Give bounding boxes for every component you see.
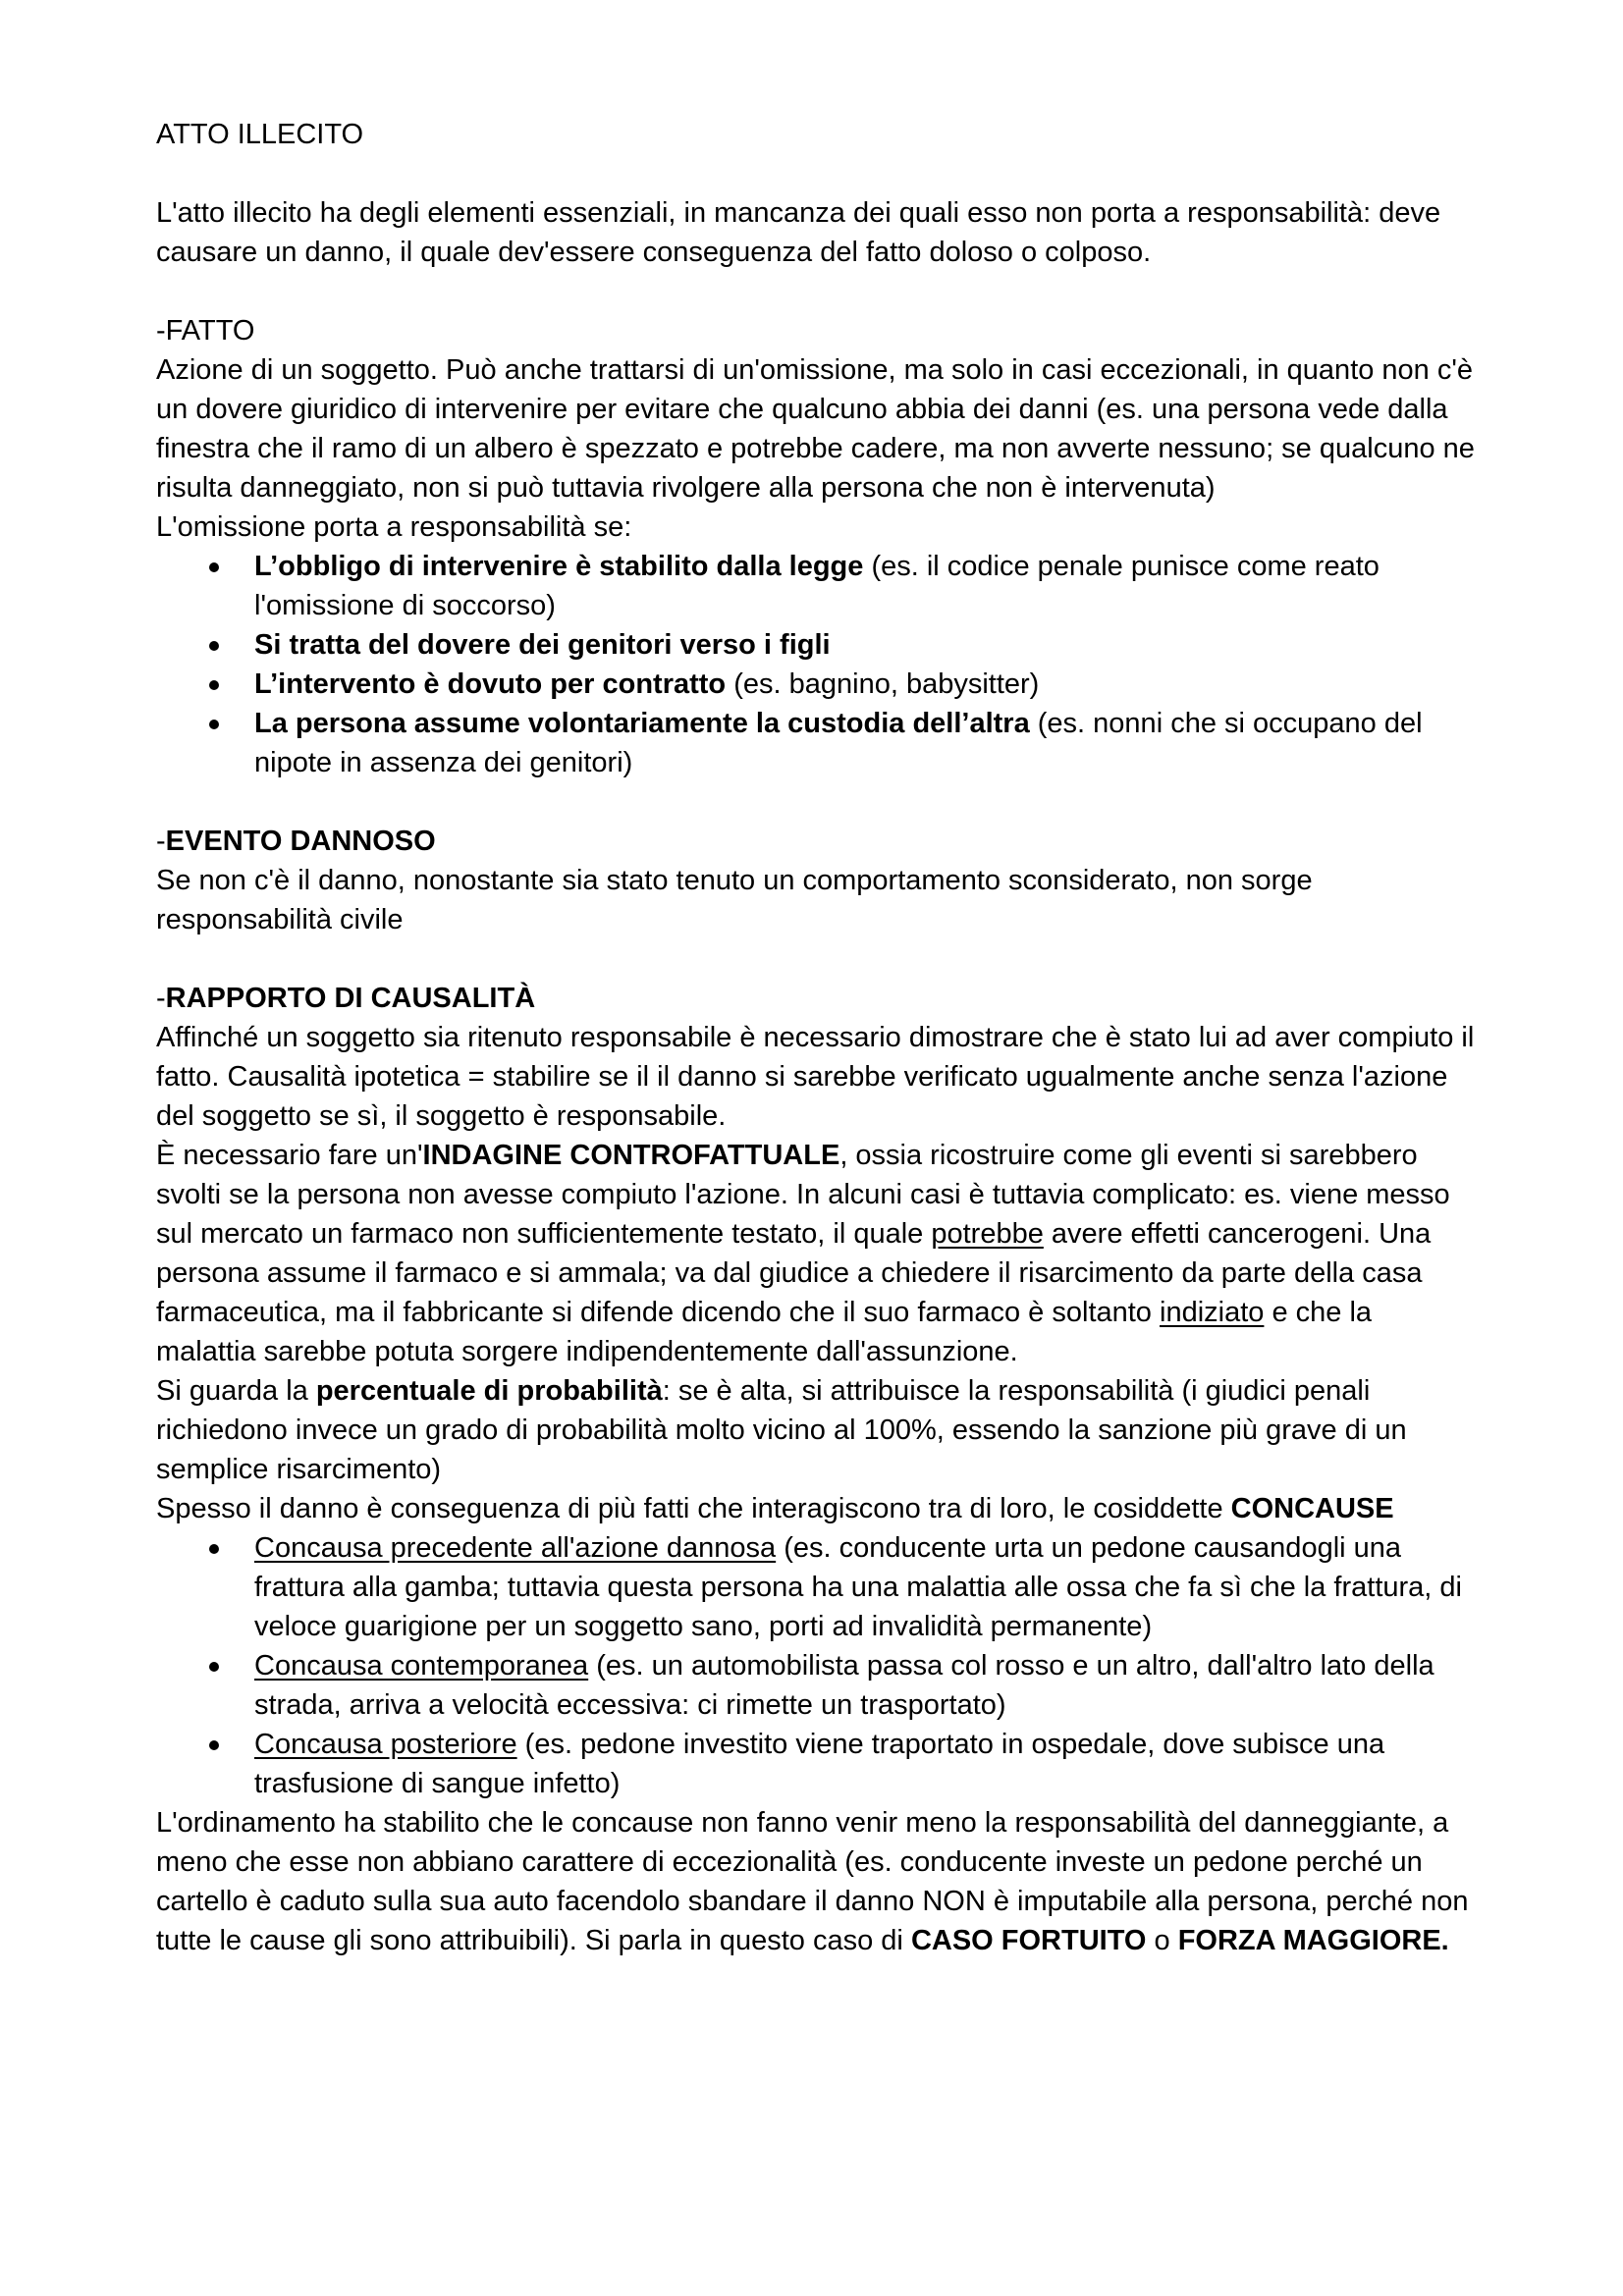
list-item bbox=[254, 1725, 1476, 1803]
item-text: (es. bagnino, babysitter) bbox=[726, 668, 1040, 700]
rapporto-paragraph-1: Affinché un soggetto sia ritenuto responsabile è necessario dimostrare che è stato lui ad aver compiuto il fatto. Causalità ipotetica = stabilire se il il danno si sarebbe verificato ugualmente anche senza l'azione del soggetto se sì, il soggetto è responsabile. bbox=[156, 1022, 1475, 1132]
item-underlined: Concausa precedente all'azione dannosa bbox=[254, 1532, 777, 1564]
heading-text: EVENTO DANNOSO bbox=[165, 826, 436, 857]
spacer bbox=[156, 939, 1476, 979]
spacer bbox=[156, 154, 1476, 193]
spacer bbox=[156, 782, 1476, 822]
text-run: , ossia ricostruire come gli eventi si sarebbero svolti se la persona non avesse compiuto l'azione. In alcuni casi è tuttavia complicato: es. viene messo sul mercato un farmaco non sufficientemente testato, il quale bbox=[156, 1140, 1450, 1250]
heading-dash: - bbox=[156, 826, 166, 857]
item-underlined: Concausa contemporanea bbox=[254, 1650, 589, 1682]
omission-list bbox=[156, 547, 1476, 782]
heading-text: RAPPORTO DI CAUSALITÀ bbox=[165, 983, 536, 1014]
bold-term: CASO FORTUITO bbox=[910, 1925, 1147, 1956]
rapporto-paragraph-5 bbox=[156, 1803, 1476, 1960]
text-run: Spesso il danno è conseguenza di più fatti che interagiscono tra di loro, le cosiddette bbox=[156, 1493, 1231, 1524]
heading-dash: - bbox=[156, 983, 166, 1014]
bold-term: INDAGINE CONTROFATTUALE bbox=[422, 1140, 840, 1171]
heading-text: FATTO bbox=[165, 315, 255, 347]
section-heading-evento bbox=[156, 822, 1476, 861]
document-title bbox=[156, 115, 1476, 154]
evento-paragraph: Se non c'è il danno, nonostante sia stato tenuto un comportamento sconsiderato, non sorge responsabilità civile bbox=[156, 865, 1313, 935]
list-item bbox=[254, 665, 1476, 704]
list-item bbox=[254, 625, 1476, 665]
text-run: Si guarda la bbox=[156, 1375, 316, 1407]
list-item bbox=[254, 547, 1476, 625]
text-run: L'ordinamento ha stabilito che le concause non fanno venir meno la responsabilità del danneggiante, a meno che esse non abbiano carattere di eccezionalità (es. conducente investe un pedone perché un cartello è caduto sulla sua auto facendolo sbandare il danno NON è imputabile alla persona, perché non tutte le cause gli sono attribuibili). Si parla in questo caso di bbox=[156, 1807, 1469, 1956]
rapporto-paragraph-4 bbox=[156, 1489, 1476, 1528]
heading-dash: - bbox=[156, 315, 166, 347]
rapporto-paragraph-2 bbox=[156, 1136, 1476, 1371]
intro-paragraph: L'atto illecito ha degli elementi essenziali, in mancanza dei quali esso non porta a responsabilità: deve causare un danno, il quale dev'essere conseguenza del fatto doloso o colposo. bbox=[156, 197, 1441, 268]
item-bold: L’intervento è dovuto per contratto bbox=[254, 668, 727, 700]
list-item bbox=[254, 1528, 1476, 1646]
text-run: e che la malattia sarebbe potuta sorgere indipendentemente dall'assunzione. bbox=[156, 1297, 1373, 1367]
item-text: (es. nonni che si occupano del nipote in assenza dei genitori) bbox=[254, 708, 1423, 778]
item-underlined: Concausa posteriore bbox=[254, 1729, 517, 1760]
bold-term: FORZA MAGGIORE. bbox=[1177, 1925, 1449, 1956]
list-item bbox=[254, 704, 1476, 782]
bold-term: percentuale di probabilità bbox=[315, 1375, 663, 1407]
item-bold: La persona assume volontariamente la custodia dell’altra bbox=[254, 708, 1030, 739]
underlined-term: indiziato bbox=[1160, 1297, 1265, 1328]
title-text: ATTO ILLECITO bbox=[156, 119, 364, 150]
text-run: È necessario fare un' bbox=[156, 1140, 423, 1171]
item-bold: L’obbligo di intervenire è stabilito dalla legge bbox=[254, 551, 864, 582]
section-heading-rapporto bbox=[156, 979, 1476, 1018]
concause-list bbox=[156, 1528, 1476, 1803]
rapporto-paragraph-3 bbox=[156, 1371, 1476, 1489]
spacer bbox=[156, 272, 1476, 311]
text-run: : se è alta, si attribuisce la responsabilità (i giudici penali richiedono invece un grado di probabilità molto vicino al 100%, essendo la sanzione più grave di un semplice risarcimento) bbox=[156, 1375, 1407, 1485]
item-text: (es. un automobilista passa col rosso e un altro, dall'altro lato della strada, arriva a velocità eccessiva: ci rimette un trasportato) bbox=[254, 1650, 1434, 1721]
item-bold: Si tratta del dovere dei genitori verso i figli bbox=[254, 629, 831, 661]
text-run: o bbox=[1146, 1925, 1178, 1956]
item-text: (es. pedone investito viene traportato in ospedale, dove subisce una trasfusione di sangue infetto) bbox=[254, 1729, 1385, 1799]
bold-term: CONCAUSE bbox=[1230, 1493, 1394, 1524]
fatto-paragraph: Azione di un soggetto. Può anche trattarsi di un'omissione, ma solo in casi eccezionali, in quanto non c'è un dovere giuridico di intervenire per evitare che qualcuno abbia dei danni (es. una persona vede dalla finestra che il ramo di un albero è spezzato e potrebbe cadere, ma non avverte nessuno; se qualcuno ne risulta danneggiato, non si può tuttavia rivolgere alla persona che non è intervenuta) bbox=[156, 354, 1475, 504]
list-item bbox=[254, 1646, 1476, 1725]
underlined-term: potrebbe bbox=[931, 1218, 1044, 1250]
omission-list-intro: L'omissione porta a responsabilità se: bbox=[156, 511, 632, 543]
item-text: (es. il codice penale punisce come reato l'omissione di soccorso) bbox=[254, 551, 1380, 621]
section-heading-fatto bbox=[156, 311, 1476, 350]
text-run: avere effetti cancerogeni. Una persona assume il farmaco e si ammala; va dal giudice a chiedere il risarcimento da parte della casa farmaceutica, ma il fabbricante si difende dicendo che il suo farmaco è soltanto bbox=[156, 1218, 1432, 1328]
item-text: (es. conducente urta un pedone causandogli una frattura alla gamba; tuttavia questa persona ha una malattia alle ossa che fa sì che la frattura, di veloce guarigione per un soggetto sano, porti ad invalidità permanente) bbox=[254, 1532, 1462, 1642]
